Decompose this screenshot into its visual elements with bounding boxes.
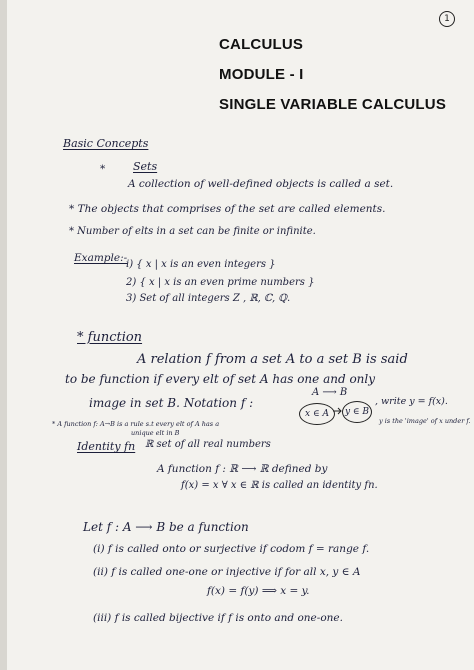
function-rule-note-2: unique elt in B: [131, 429, 180, 437]
notation-arrow: A ⟶ B: [312, 387, 348, 398]
domain-circle: x ∈ A: [299, 403, 335, 425]
example-3: 3) Set of all integers Z , ℝ, ℂ, ℚ.: [126, 293, 291, 304]
cardinality-note: * Number of elts in a set can be finite or infinite.: [69, 226, 316, 237]
doc-subtitle: SINGLE VARIABLE CALCULUS: [219, 96, 447, 113]
sets-heading: Sets: [133, 160, 158, 173]
example-2: 2) { x | x is an even prime numbers }: [126, 277, 315, 288]
identity-heading: Identity fn: [77, 440, 136, 453]
identity-definition-1: A function f : ℝ ⟶ ℝ defined by: [157, 463, 328, 475]
identity-definition-2: f(x) = x ∀ x ∈ ℝ is called an identity fn.: [181, 480, 378, 491]
doc-module: MODULE - I: [219, 66, 304, 83]
codomain-circle: y ∈ B: [342, 401, 372, 423]
function-image-line: image in set B. Notation f :: [89, 396, 254, 410]
page-number: 1: [439, 11, 455, 27]
onto-definition: (i) f is called onto or surjective if codom f = range f.: [93, 543, 370, 555]
example-1: i) { x | x is an even integers }: [126, 259, 276, 270]
doc-title: CALCULUS: [219, 36, 304, 53]
write-y-note: , write y = f(x).: [375, 396, 448, 407]
reals-note: ℝ set of all real numbers: [145, 439, 271, 450]
function-rule-note: * A function f: A→B is a rule s.t every elt of A has a: [52, 420, 220, 428]
function-heading: * function: [77, 330, 143, 345]
bijective-definition: (iii) f is called bijective if f is onto and one-one.: [93, 612, 343, 624]
image-note: y is the 'image' of x under f.: [379, 417, 471, 425]
sets-bullet: *: [100, 163, 106, 175]
elements-note: * The objects that comprises of the set are called elements.: [69, 203, 386, 215]
one-one-condition: f(x) = f(y) ⟹ x = y.: [207, 585, 310, 597]
function-def-line: to be function if every elt of set A has one and only: [65, 372, 376, 386]
sets-definition: A collection of well-defined objects is called a set.: [128, 178, 394, 190]
let-function-line: Let f : A ⟶ B be a function: [83, 520, 249, 534]
one-one-definition: (ii) f is called one-one or injective if for all x, y ∈ A: [93, 566, 361, 578]
basic-concepts-heading: Basic Concepts: [63, 137, 149, 150]
example-label: Example:-: [74, 252, 128, 264]
function-relation-line: A relation f from a set A to a set B is said: [137, 352, 408, 367]
